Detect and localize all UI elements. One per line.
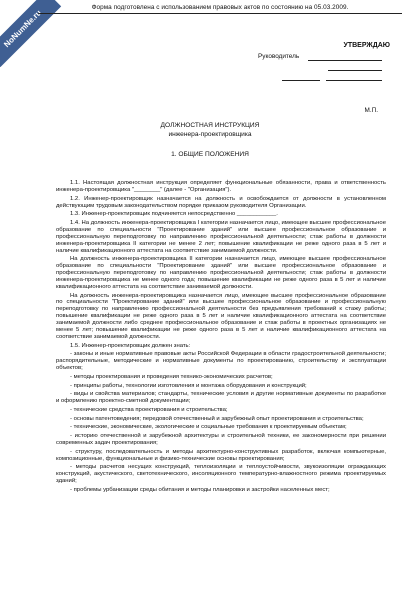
watermark-text: NoNumNe.ru: [2, 8, 44, 50]
stamp-label: М.П.: [364, 107, 378, 114]
manager-label: Руководитель: [258, 53, 300, 60]
knowledge-item: - законы и иные нормативные правовые акты Российской Федерации в области градостроительной деятельности; распорядительные, методические и нормативные документы по проектированию, строительству и эксплуатации объектов;: [56, 351, 386, 372]
knowledge-item: - основы патентоведения; передовой отечественный и зарубежный опыт проектирования и строительства;: [70, 415, 364, 422]
knowledge-item: - методы расчетов несущих конструкций, теплоизоляции и теплоустойчивости, звукоизоляции ограждающих конструкций, акустического, светотехнического, инсоляционного температурно-влажностного режима проектируемых зданий;: [56, 464, 386, 485]
knowledge-item: - методы проектирования и проведения технико-экономических расчетов;: [70, 373, 273, 380]
signature-line: [282, 80, 320, 81]
date-line: [326, 80, 382, 81]
approval-signature-row: [258, 72, 418, 82]
form-notice: Форма подготовлена с использованием правовых актов по состоянию на 05.03.2009.: [91, 4, 349, 11]
knowledge-item: - проблемы урбанизации среды обитания и методы планировки и застройки населенных мест;: [70, 486, 330, 493]
manager-field-line: [308, 60, 382, 61]
knowledge-item: - историю отечественной и зарубежной архитектуры и строительной техники, ее закономерности при решении современных задач проектирования;: [56, 433, 386, 446]
header-divider: [38, 13, 402, 14]
approval-block: [258, 42, 418, 114]
knowledge-item: - технические, экономические, экологические и социальные требования к проектируемым объектам;: [70, 424, 347, 431]
paragraph-1-4: 1.4. На должность инженера-проектировщика I категории назначается лицо, имеющее высшее профессиональное образование по специальности "Проектирование зданий" или высшее профессиональное образование и профессиональную переподготовку по направлению профессиональной деятельности; стаж работы в должности инженера-проектировщика II категории не менее 2 лет; повышение квалификации не реже одного раза в 5 лет и наличие квалификационного аттестата на соответствие занимаемой должности.: [56, 219, 386, 254]
document-title: ДОЛЖНОСТНАЯ ИНСТРУКЦИЯ: [160, 122, 260, 129]
paragraph-1-1: 1.1. Настоящая должностная инструкция определяет функциональные обязанности, права и ответственность инженера-проектировщика "________" (далее - "Организация").: [56, 180, 386, 193]
name-field-line: [328, 70, 382, 71]
paragraph-1-5: 1.5. Инженер-проектировщик должен знать:: [70, 342, 191, 349]
approval-name-row: [258, 62, 418, 72]
knowledge-item: - структуру, последовательность и методы архитектурно-конструктивных разработок, включая компьютерные, композиционные, функциональные и физико-технические основы проектирования;: [56, 448, 386, 462]
paragraph-1-3: 1.3. Инженер-проектировщик подчиняется непосредственно ____________.: [70, 211, 278, 218]
approval-title: УТВЕРЖДАЮ: [343, 42, 390, 49]
document-subtitle: инженера-проектировщика: [168, 131, 252, 138]
section-title: 1. ОБЩИЕ ПОЛОЖЕНИЯ: [171, 151, 249, 158]
paragraph-category-2: На должность инженера-проектировщика II категории назначается лицо, имеющее высшее профессиональное образование по специальности "Проектирование зданий" или высшее профессиональное образование и профессиональную переподготовку по направлению профессиональной деятельности; стаж работы в должности инженера-проектировщика не менее одного года; повышение квалификации не реже одного раза в 5 лет и наличие квалификационного аттестата на соответствие занимаемой должности.: [56, 256, 386, 290]
paragraph-no-category: На должность инженера-проектировщика назначается лицо, имеющее высшее профессиональное образование по специальности "Проектирование зданий" или высшее профессиональное образование и профессиональную переподготовку по направлению профессиональной деятельности без предъявления требований к стажу работы; повышение квалификации не реже одного раза в 5 лет и наличие квалификационного аттестата на соответствие занимаемой должности либо среднее профессиональное образование и стаж работы в проектных организациях не менее 5 лет; повышение квалификации не реже одного раза в 5 лет и наличие квалификационного аттестата на соответствие занимаемой должности.: [56, 292, 386, 341]
approval-manager-row: [258, 52, 418, 62]
knowledge-item: - виды и свойства материалов; стандарты, технические условия и другие нормативные документы по разработке и оформлению проектно-сметной документации;: [56, 391, 386, 405]
knowledge-item: - принципы работы, технологии изготовления и монтажа оборудования и конструкций;: [70, 382, 307, 389]
paragraph-1-2: 1.2. Инженер-проектировщик назначается на должность и освобождается от должности в установленном действующим трудовым законодательством порядке приказом руководителя Организации.: [56, 195, 386, 209]
document-body: [56, 180, 386, 496]
knowledge-item: - технические средства проектирования и строительства;: [70, 406, 228, 413]
